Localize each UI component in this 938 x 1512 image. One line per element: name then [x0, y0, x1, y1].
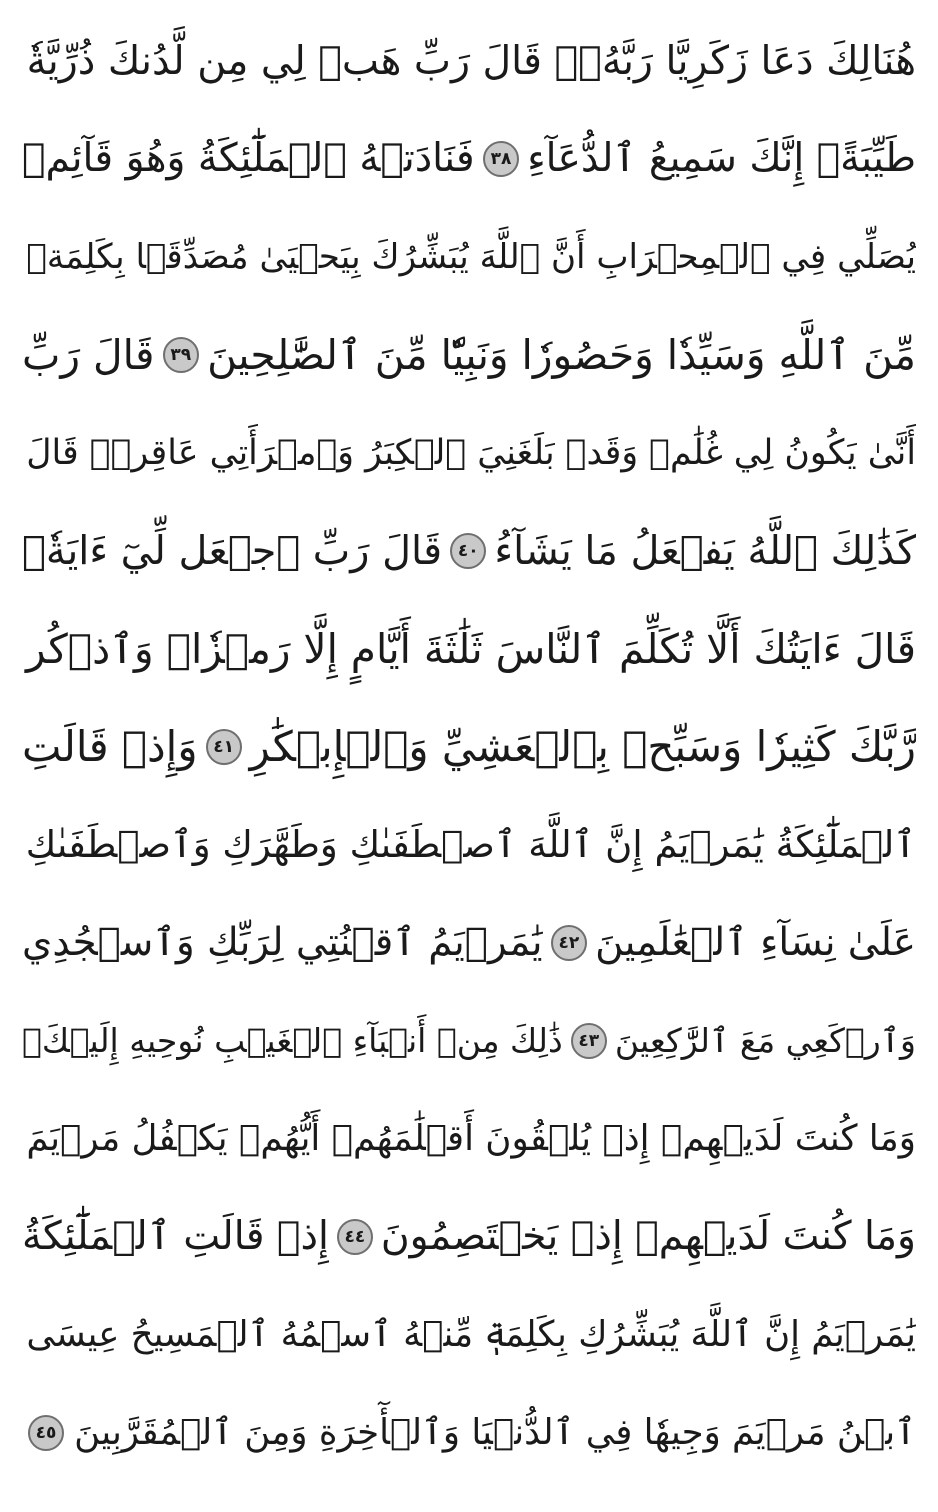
text-line — [22, 1286, 916, 1384]
text-line — [22, 110, 916, 208]
verse-text: ذَٰلِكَ مِنۡ أَنۢبَآءِ ٱلۡغَيۡبِ نُوحِيهِ إِلَيۡكَۚ — [22, 1021, 563, 1060]
verse-text: يَٰمَرۡيَمُ ٱقۡنُتِي لِرَبِّكِ وَٱسۡجُدِي — [22, 920, 543, 965]
ayah-number-marker: ٣٩ — [163, 337, 199, 373]
verse-text: مِّنَ ٱللَّهِ وَسَيِّدٗا وَحَصُورٗا وَنَبِيّٗا مِّنَ ٱلصَّٰلِحِينَ — [207, 331, 916, 379]
text-line — [22, 502, 916, 600]
text-line — [22, 12, 916, 110]
verse-text: وَإِذۡ قَالَتِ — [22, 722, 198, 771]
text-line — [22, 404, 916, 502]
text-line — [22, 306, 916, 404]
text-line — [22, 992, 916, 1090]
ayah-number-marker: ٣٨ — [483, 141, 519, 177]
text-line — [22, 1188, 916, 1286]
verse-text: يَٰمَرۡيَمُ إِنَّ ٱللَّهَ يُبَشِّرُكِ بِكَلِمَةٖ مِّنۡهُ ٱسۡمُهُ ٱلۡمَسِيحُ عِيسَى — [26, 1314, 916, 1355]
ayah-number-marker: ٤٣ — [571, 1023, 607, 1059]
ayah-number-marker: ٤٢ — [551, 925, 587, 961]
verse-text: طَيِّبَةًۖ إِنَّكَ سَمِيعُ ٱلدُّعَآءِ — [527, 136, 916, 181]
verse-text: ٱلۡمَلَٰٓئِكَةُ يَٰمَرۡيَمُ إِنَّ ٱللَّهَ ٱصۡطَفَىٰكِ وَطَهَّرَكِ وَٱصۡطَفَىٰكِ — [25, 823, 916, 866]
verse-text: هُنَالِكَ دَعَا زَكَرِيَّا رَبَّهُۥۖ قَالَ رَبِّ هَبۡ لِي مِن لَّدُنكَ ذُرِّيَّةٗ — [26, 38, 916, 84]
text-line — [22, 208, 916, 306]
verse-text: قَالَ رَبِّ ٱجۡعَل لِّيٓ ءَايَةٗۖ — [22, 528, 443, 574]
verse-text: وَمَا كُنتَ لَدَيۡهِمۡ إِذۡ يَخۡتَصِمُونَ — [380, 1214, 916, 1259]
ayah-number-marker: ٤٤ — [337, 1219, 373, 1255]
verse-text: ٱبۡنُ مَرۡيَمَ وَجِيهٗا فِي ٱلدُّنۡيَا وَٱلۡأٓخِرَةِ وَمِنَ ٱلۡمُقَرَّبِينَ — [74, 1412, 916, 1453]
verse-text: وَمَا كُنتَ لَدَيۡهِمۡ إِذۡ يُلۡقُونَ أَقۡلَٰمَهُمۡ أَيُّهُمۡ يَكۡفُلُ مَرۡيَمَ — [26, 1118, 916, 1159]
ayah-number-marker: ٤٥ — [28, 1415, 64, 1451]
text-line — [22, 796, 916, 894]
ayah-number-marker: ٤٠ — [450, 533, 486, 569]
verse-text: يُصَلِّي فِي ٱلۡمِحۡرَابِ أَنَّ ٱللَّهَ يُبَشِّرُكَ بِيَحۡيَىٰ مُصَدِّقَۢا بِكَلِمَةٖ — [26, 237, 916, 277]
verse-text: كَذَٰلِكَ ٱللَّهُ يَفۡعَلُ مَا يَشَآءُ — [494, 528, 916, 574]
verse-text: عَلَىٰ نِسَآءِ ٱلۡعَٰلَمِينَ — [595, 920, 916, 965]
verse-text: قَالَ رَبِّ — [22, 331, 155, 379]
verse-text: إِذۡ قَالَتِ ٱلۡمَلَٰٓئِكَةُ — [22, 1214, 329, 1259]
text-line — [22, 1090, 916, 1188]
text-line — [22, 894, 916, 992]
ayah-number-marker: ٤١ — [206, 729, 242, 765]
verse-text: فَنَادَتۡهُ ٱلۡمَلَٰٓئِكَةُ وَهُوَ قَآئِمٞ — [22, 136, 475, 181]
text-line — [22, 600, 916, 698]
verse-text: وَٱرۡكَعِي مَعَ ٱلرَّٰكِعِينَ — [614, 1021, 916, 1060]
verse-text: رَّبَّكَ كَثِيرٗا وَسَبِّحۡ بِٱلۡعَشِيِّ وَٱلۡإِبۡكَٰرِ — [249, 722, 916, 771]
text-line — [22, 698, 916, 796]
verse-text: أَنَّىٰ يَكُونُ لِي غُلَٰمٞ وَقَدۡ بَلَغَنِيَ ٱلۡكِبَرُ وَٱمۡرَأَتِي عَاقِرٞۖ قَالَ — [26, 433, 916, 473]
verse-text: قَالَ ءَايَتُكَ أَلَّا تُكَلِّمَ ٱلنَّاسَ ثَلَٰثَةَ أَيَّامٍ إِلَّا رَمۡزٗاۗ وَٱذۡكُر — [25, 625, 916, 673]
text-line — [22, 1384, 916, 1482]
